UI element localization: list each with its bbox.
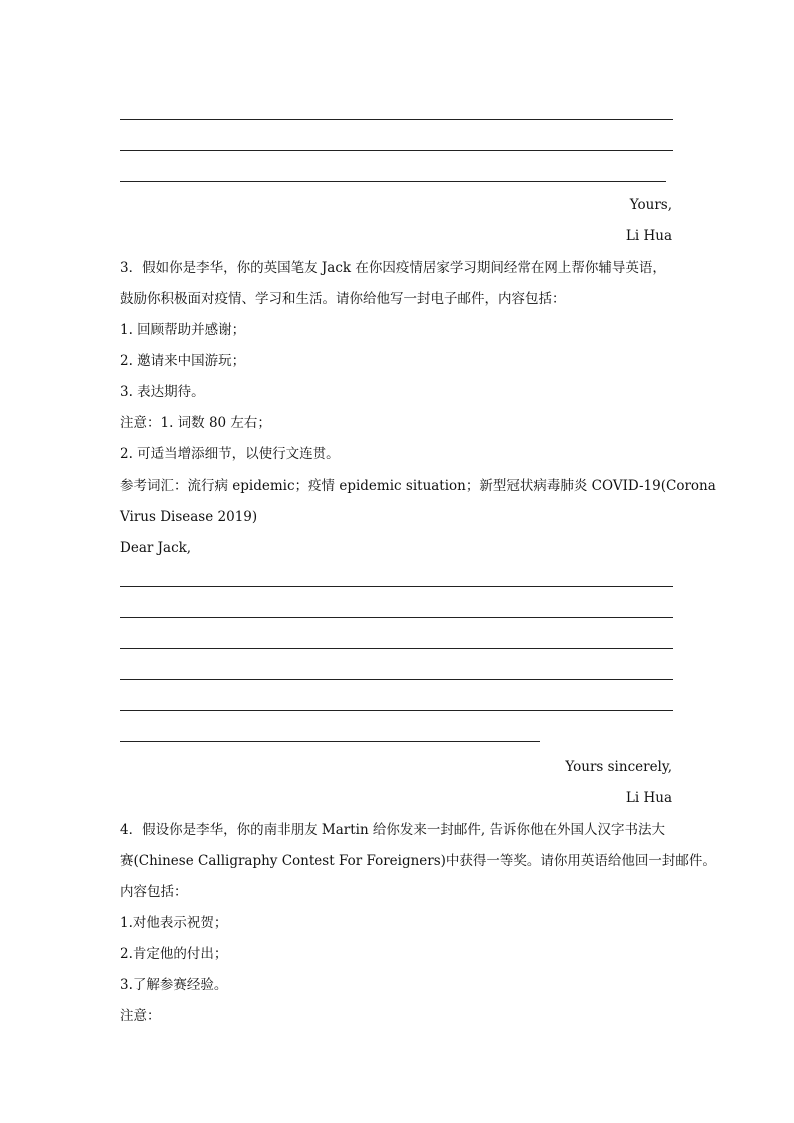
q3-note-line1: 注意：1. 词数 80 左右； [120, 415, 271, 431]
closing-yours: Yours, [629, 197, 672, 213]
answer-line [120, 679, 673, 680]
answer-line [120, 586, 673, 587]
q4-point-3: 3.了解参赛经验。 [120, 977, 228, 993]
q4-point-1: 1.对他表示祝贺； [120, 915, 228, 931]
q4-content-label: 内容包括： [120, 884, 188, 900]
answer-line [120, 648, 673, 649]
q3-note-line2: 2. 可适当增添细节，以使行文连贯。 [120, 446, 340, 462]
q3-signature: Li Hua [625, 790, 672, 806]
q3-vocab-line1: 参考词汇：流行病 epidemic；疫情 epidemic situation；新型冠状病毒肺炎 COVID-19(Corona [120, 478, 716, 494]
q3-prompt-line1: 3．假如你是李华，你的英国笔友 Jack 在你因疫情居家学习期间经常在网上帮你辅导英语， [120, 260, 666, 276]
answer-line [120, 181, 666, 182]
answer-line [120, 741, 540, 742]
q3-point-3: 3. 表达期待。 [120, 384, 205, 400]
q3-point-1: 1. 回顾帮助并感谢； [120, 322, 246, 338]
q3-point-2: 2. 邀请来中国游玩； [120, 353, 246, 369]
q4-point-2: 2.肯定他的付出； [120, 946, 228, 962]
answer-line [120, 617, 673, 618]
q3-prompt-line2: 鼓励你积极面对疫情、学习和生活。请你给他写一封电子邮件，内容包括： [120, 291, 566, 307]
q4-prompt-line1: 4．假设你是李华，你的南非朋友 Martin 给你发来一封邮件, 告诉你他在外国人汉字书法大 [120, 822, 666, 838]
answer-line [120, 150, 673, 151]
q4-prompt-line2: 赛(Chinese Calligraphy Contest For Foreigners)中获得一等奖。请你用英语给他回一封邮件。 [120, 853, 716, 869]
q3-vocab-line2: Virus Disease 2019) [120, 509, 258, 525]
answer-line [120, 710, 673, 711]
signature-li-hua: Li Hua [625, 228, 672, 244]
q3-closing: Yours sincerely, [565, 759, 672, 775]
q3-salutation: Dear Jack, [120, 540, 192, 556]
q4-note-label: 注意： [120, 1008, 161, 1024]
answer-line [120, 119, 673, 120]
